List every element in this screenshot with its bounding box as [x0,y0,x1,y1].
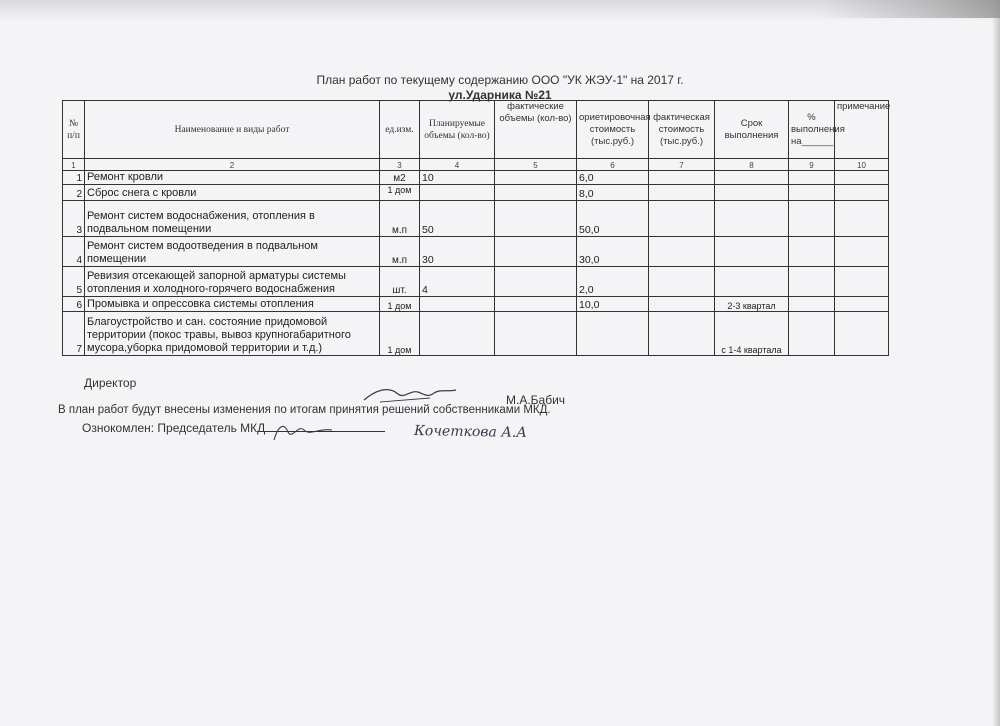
col-number: 1 [63,159,85,171]
col-header: ед.изм. [380,101,420,159]
acquainted-label: Ознокомлен: Председатель МКД [82,421,266,435]
col-header: примечание [835,101,889,159]
percent-done [789,267,835,297]
estimated-cost: 6,0 [577,171,649,185]
actual-cost [649,171,715,185]
chairman-handwritten-name: Кочеткова А.А [413,423,528,441]
table-header-row [63,101,889,159]
unit: 1 дом [380,185,420,201]
planned-volume [420,312,495,356]
table-row [63,185,889,201]
col-header: фактическая стоимость (тыс.руб.) [649,101,715,159]
actual-cost [649,237,715,267]
actual-volume [495,312,577,356]
scan-edge-right [992,0,1000,726]
actual-volume [495,201,577,237]
actual-volume [495,171,577,185]
term: 2-3 квартал [715,297,789,312]
work-name: Благоустройство и сан. состояние придомовой территории (покос травы, вывоз крупногабаритного мусора,уборка придомовой территории и т.д.) [85,312,380,356]
row-number: 2 [63,185,85,201]
row-number: 1 [63,171,85,185]
col-header: % выполнения на______ [789,101,835,159]
actual-cost [649,201,715,237]
director-name: М.А.Бабич [506,393,566,407]
unit: м.п [380,237,420,267]
col-header: № п/п [63,101,85,159]
percent-done [789,171,835,185]
estimated-cost: 8,0 [577,185,649,201]
term [715,237,789,267]
remark [835,312,889,356]
remark [835,297,889,312]
actual-cost [649,185,715,201]
col-number: 7 [649,159,715,171]
remark [835,237,889,267]
row-number: 7 [63,312,85,356]
planned-volume: 4 [420,267,495,297]
table-row [63,297,889,312]
remark [835,201,889,237]
percent-done [789,201,835,237]
plan-change-note: В план работ будут внесены изменения по итогам принятия решений собственниками МКД. [58,404,551,416]
row-number: 3 [63,201,85,237]
unit: шт. [380,267,420,297]
col-header: ориетировочная стоимость (тыс.руб.) [577,101,649,159]
unit: 1 дом [380,297,420,312]
col-number: 6 [577,159,649,171]
planned-volume [420,185,495,201]
percent-done [789,312,835,356]
col-header: фактические объемы (кол-во) [495,101,577,159]
unit: м2 [380,171,420,185]
director-label: Директор [84,376,137,390]
chairman-signature [268,418,338,444]
document-title: План работ по текущему содержанию ООО "УК ЖЭУ-1" на 2017 г. [316,73,684,87]
percent-done [789,297,835,312]
work-name: Ревизия отсекающей запорной арматуры системы отопления и холодного-горячего водоснабжения [85,267,380,297]
estimated-cost [577,312,649,356]
remark [835,185,889,201]
actual-volume [495,297,577,312]
scan-smudge [820,0,1000,18]
percent-done [789,237,835,267]
estimated-cost: 2,0 [577,267,649,297]
term [715,185,789,201]
unit: 1 дом [380,312,420,356]
planned-volume [420,297,495,312]
actual-volume [495,267,577,297]
row-number: 4 [63,237,85,267]
term [715,267,789,297]
table-row [63,237,889,267]
table-row [63,171,889,185]
work-name: Ремонт систем водоотведения в подвальном помещении [85,237,380,267]
estimated-cost: 10,0 [577,297,649,312]
actual-cost [649,312,715,356]
col-header: Наименование и виды работ [85,101,380,159]
work-name: Сброс снега с кровли [85,185,380,201]
remark [835,267,889,297]
col-number: 4 [420,159,495,171]
work-name: Ремонт систем водоснабжения, отопления в подвальном помещении [85,201,380,237]
column-number-row [63,159,889,171]
remark [835,171,889,185]
term [715,171,789,185]
row-number: 5 [63,267,85,297]
col-number: 8 [715,159,789,171]
col-number: 5 [495,159,577,171]
acquainted-line [82,421,385,435]
percent-done [789,185,835,201]
actual-volume [495,237,577,267]
planned-volume: 10 [420,171,495,185]
term: с 1-4 квартала [715,312,789,356]
work-name: Ремонт кровли [85,171,380,185]
actual-volume [495,185,577,201]
table-row [63,267,889,297]
col-header: Срок выполнения [715,101,789,159]
planned-volume: 30 [420,237,495,267]
col-number: 2 [85,159,380,171]
col-number: 3 [380,159,420,171]
estimated-cost: 50,0 [577,201,649,237]
table-row [63,312,889,356]
actual-cost [649,297,715,312]
row-number: 6 [63,297,85,312]
term [715,201,789,237]
work-name: Промывка и опрессовка системы отопления [85,297,380,312]
planned-volume: 50 [420,201,495,237]
col-header: Планируемые объемы (кол-во) [420,101,495,159]
col-number: 10 [835,159,889,171]
estimated-cost: 30,0 [577,237,649,267]
document-address: ул.Ударника №21 [448,88,552,102]
work-plan-table [62,100,889,356]
col-number: 9 [789,159,835,171]
table-row [63,201,889,237]
unit: м.п [380,201,420,237]
actual-cost [649,267,715,297]
